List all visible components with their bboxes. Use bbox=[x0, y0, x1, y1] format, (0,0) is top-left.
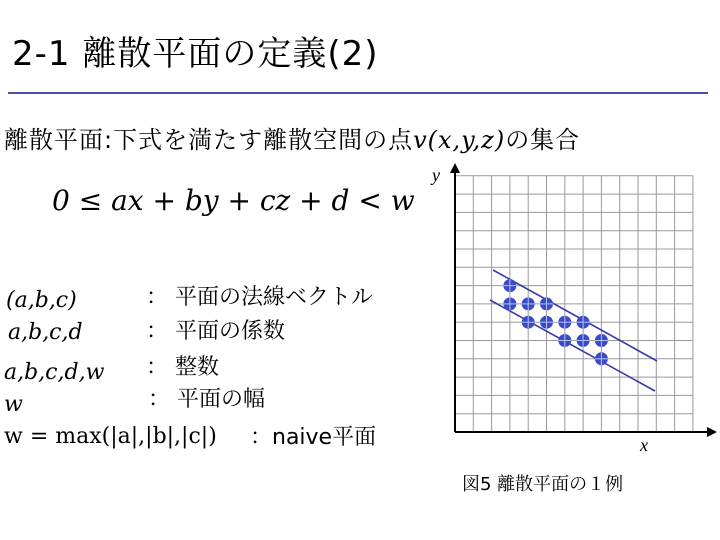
legend-desc-integer: ： 整数 bbox=[146, 355, 219, 380]
legend-desc-coeff: ： 平面の係数 bbox=[146, 319, 285, 344]
grid-lines bbox=[455, 176, 693, 432]
legend-symbol-integer: a,b,c,d,w bbox=[4, 360, 105, 385]
plane-inequality: 0 ≤ ax + by + cz + d < w bbox=[52, 184, 415, 217]
legend-desc-width: ： 平面の幅 bbox=[148, 387, 265, 412]
legend-symbol-naive: w = max(|a|,|b|,|c|) bbox=[4, 424, 217, 449]
legend-desc-naive: ：naive平面 bbox=[250, 425, 377, 450]
legend-desc-normal: ： 平面の法線ベクトル bbox=[146, 285, 373, 310]
definition-suffix: の集合 bbox=[505, 126, 581, 154]
definition-text: 離散平面:下式を満たす離散空間の点 bbox=[4, 126, 414, 154]
definition-point: v(x,y,z) bbox=[413, 126, 506, 154]
figure-caption: 図5 離散平面の１例 bbox=[462, 474, 624, 495]
x-axis-label: x bbox=[640, 435, 648, 455]
slide-title: 2-1 離散平面の定義(2) bbox=[12, 34, 379, 74]
legend-symbol-normal: (a,b,c) bbox=[6, 288, 77, 313]
legend-symbol-coeff: a,b,c,d bbox=[8, 320, 83, 345]
legend-symbol-width: w bbox=[4, 392, 23, 417]
y-axis-label: y bbox=[432, 165, 440, 185]
